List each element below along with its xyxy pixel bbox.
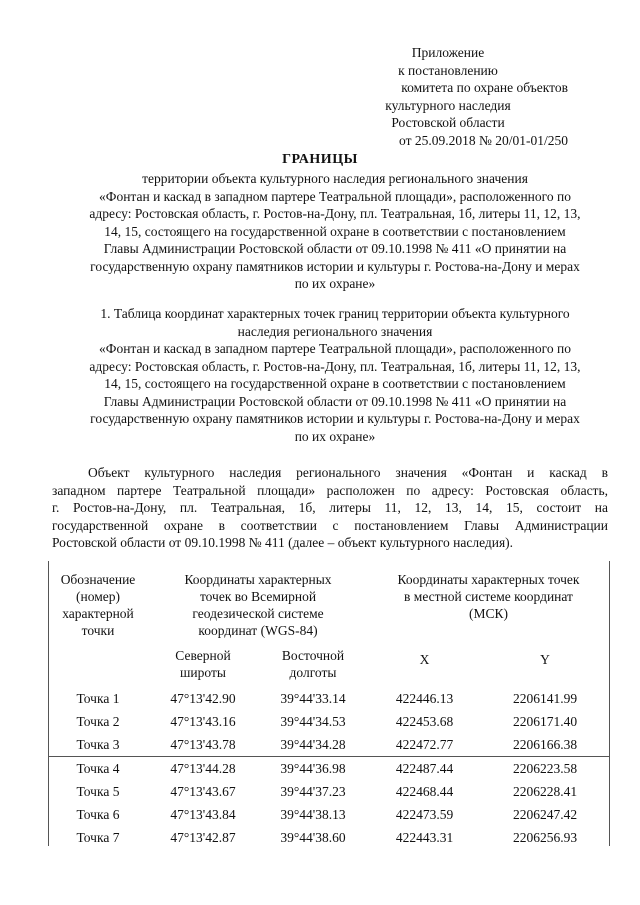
y-coordinate-cell: 2206141.99 — [512, 691, 578, 706]
header-text: Обозначение — [60, 572, 136, 587]
header-msk-cell — [368, 561, 609, 647]
point-name-cell: Точка 5 — [76, 784, 120, 799]
section-heading-line: 14, 15, состоящего на государственной охране в соответствии с постановлением — [104, 376, 566, 391]
y-coordinate-cell: 2206171.40 — [512, 714, 578, 729]
paragraph-line: Ростовской области от 09.10.1998 № 411 (далее – объект культурного наследия). — [52, 535, 514, 550]
title-description-line: «Фонтан и каскад в западном партере Театральной площади», расположенного по — [99, 188, 571, 204]
table-right-border — [609, 561, 610, 846]
header-text: Координаты характерных точек — [397, 572, 580, 587]
north-latitude-cell: 47°13'43.84 — [170, 807, 236, 822]
header-point-cell — [48, 561, 148, 687]
document-title: ГРАНИЦЫ — [282, 152, 358, 167]
subheader-text: Северной — [175, 648, 231, 663]
coordinates-table — [48, 561, 609, 849]
north-latitude-cell: 47°13'42.87 — [170, 830, 236, 845]
title-description-line: 14, 15, состоящего на государственной охране в соответствии с постановлением — [104, 223, 566, 239]
point-name-cell: Точка 4 — [48, 757, 148, 781]
header-text: геодезической системе — [192, 606, 324, 621]
header-text: Координаты характерных — [184, 572, 332, 587]
y-coordinate-cell: 2206166.38 — [512, 737, 578, 752]
point-name-cell: Точка 6 — [76, 807, 120, 822]
y-coordinate-cell: 2206228.41 — [512, 784, 578, 799]
title-description-line: адресу: Ростовская область, г. Ростов-на-Дону, пл. Театральная, 1б, литеры 11, 12, 13, — [89, 206, 581, 221]
x-coordinate-cell: 422468.44 — [395, 784, 454, 799]
east-longitude-cell: 39°44'36.98 — [258, 757, 368, 781]
point-name-cell: Точка 1 — [76, 691, 120, 706]
header-text: точки — [81, 623, 115, 638]
east-longitude-cell: 39°44'34.28 — [280, 737, 346, 752]
subheader-x-cell: X — [419, 652, 430, 667]
body-paragraph — [52, 464, 608, 552]
appendix-line: Ростовской области — [391, 115, 505, 130]
table-row — [48, 687, 609, 710]
section-heading-line: адресу: Ростовская область, г. Ростов-на-Дону, пл. Театральная, 1б, литеры 11, 12, 13, — [89, 358, 581, 374]
table-body — [48, 687, 609, 849]
table-row — [48, 710, 609, 733]
north-latitude-cell: 47°13'44.28 — [148, 757, 258, 781]
east-longitude-cell: 39°44'34.53 — [280, 714, 346, 729]
x-coordinate-cell: 422453.68 — [395, 714, 454, 729]
north-latitude-cell: 47°13'42.90 — [170, 691, 236, 706]
appendix-line: культурного наследия — [385, 97, 511, 113]
east-longitude-cell: 39°44'33.14 — [280, 691, 346, 706]
section-heading — [60, 305, 610, 445]
paragraph-line: Объект культурного наследия регионального значения «Фонтан и каскад в — [88, 465, 608, 480]
y-coordinate-cell: 2206256.93 — [512, 830, 578, 845]
table-header-row — [48, 561, 609, 647]
header-wgs-cell — [148, 561, 368, 647]
y-coordinate-cell: 2206247.42 — [512, 807, 578, 822]
x-coordinate-cell: 422472.77 — [395, 737, 454, 752]
paragraph-line: западном партере Театральной площади» расположен по адресу: Ростовская область, — [52, 482, 608, 498]
point-name-cell: Точка 3 — [76, 737, 120, 752]
north-latitude-cell: 47°13'43.67 — [170, 784, 236, 799]
section-heading-line: по их охране» — [294, 428, 376, 444]
section-heading-line: Главы Администрации Ростовской области от 09.10.1998 № 411 «О принятии на — [103, 393, 567, 409]
east-longitude-cell: 39°44'38.60 — [280, 830, 346, 845]
subheader-text: широты — [180, 665, 226, 680]
header-text: характерной — [62, 606, 134, 621]
table-row — [48, 803, 609, 826]
subheader-north-cell — [148, 647, 258, 687]
point-name-cell: Точка 2 — [76, 714, 120, 729]
section-heading-line: 1. Таблица координат характерных точек границ территории объекта культурного — [100, 306, 570, 321]
table-row — [48, 826, 609, 849]
header-text: (номер) — [76, 589, 120, 604]
section-heading-line: государственную охрану памятников истории и культуры г. Ростова-на-Дону и мерах — [90, 411, 580, 426]
appendix-line: к постановлению — [398, 62, 498, 78]
section-heading-line: «Фонтан и каскад в западном партере Театральной площади», расположенного по — [99, 341, 571, 356]
appendix-line: Приложение — [411, 45, 485, 60]
table-row — [48, 733, 609, 757]
appendix-line: комитета по охране объектов — [401, 80, 568, 95]
x-coordinate-cell: 422443.31 — [395, 830, 454, 845]
title-description — [60, 170, 610, 293]
north-latitude-cell: 47°13'43.78 — [170, 737, 236, 752]
point-name-cell: Точка 7 — [76, 830, 120, 845]
header-text: координат (WGS-84) — [198, 623, 318, 638]
title-description-line: государственную охрану памятников истории и культуры г. Ростова-на-Дону и мерах — [90, 258, 580, 274]
subheader-y-cell: Y — [540, 652, 550, 667]
subheader-east-cell — [258, 647, 368, 687]
section-heading-line: наследия регионального значения — [237, 323, 433, 339]
header-text: точек во Всемирной — [199, 589, 317, 604]
east-longitude-cell: 39°44'37.23 — [280, 784, 346, 799]
east-longitude-cell: 39°44'38.13 — [280, 807, 346, 822]
appendix-block — [268, 44, 568, 149]
table-row — [48, 757, 609, 781]
appendix-date-line: от 25.09.2018 № 20/01-01/250 — [399, 132, 568, 148]
paragraph-line: г. Ростов-на-Дону, пл. Театральная, 1б, литеры 11, 12, 13, 14, 15, состоит на — [52, 500, 608, 515]
x-coordinate-cell: 422487.44 — [368, 757, 481, 781]
title-description-line: Главы Администрации Ростовской области от 09.10.1998 № 411 «О принятии на — [103, 241, 567, 256]
header-text: в местной системе координат — [404, 589, 573, 604]
table-row — [48, 780, 609, 803]
x-coordinate-cell: 422446.13 — [395, 691, 454, 706]
north-latitude-cell: 47°13'43.16 — [170, 714, 236, 729]
paragraph-line: государственной охране в соответствии с постановлением Главы Администрации — [52, 517, 608, 533]
subheader-text: долготы — [289, 665, 337, 680]
y-coordinate-cell: 2206223.58 — [481, 757, 609, 781]
title-description-line: по их охране» — [294, 276, 376, 291]
title-description-line: территории объекта культурного наследия регионального значения — [142, 171, 528, 186]
x-coordinate-cell: 422473.59 — [395, 807, 454, 822]
subheader-text: Восточной — [281, 648, 345, 663]
header-text: (МСК) — [468, 606, 508, 621]
